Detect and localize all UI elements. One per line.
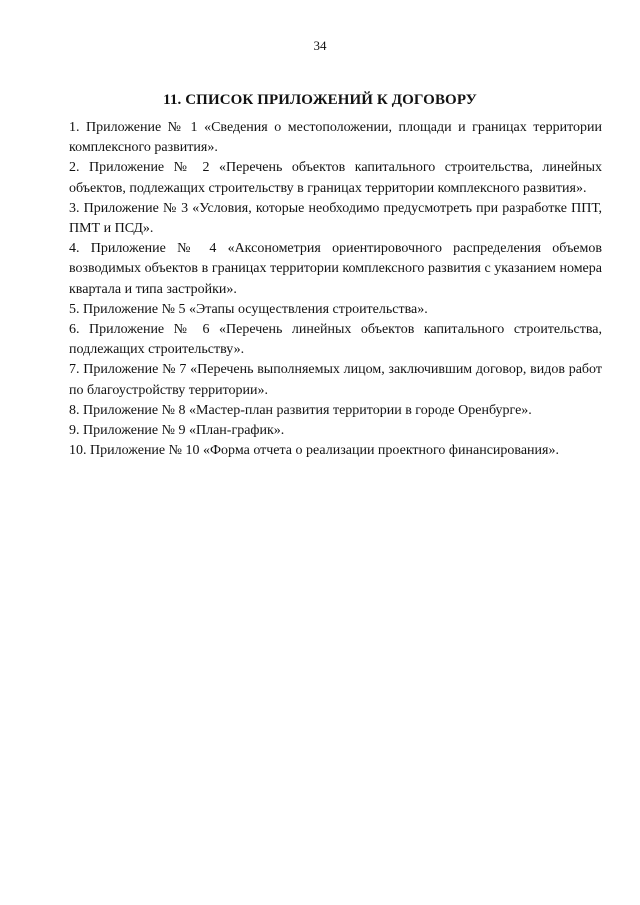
list-item: 2. Приложение № 2 «Перечень объектов капитального строительства, линейных объектов, подлежащих строительству в границах территории комплексного развития». [69,160,602,196]
list-item: 3. Приложение № 3 «Условия, которые необходимо предусмотреть при разработке ППТ, ПМТ и ПСД». [69,200,602,237]
page-number: 34 [313,38,327,53]
list-item: 7. Приложение № 7 «Перечень выполняемых лицом, заключившим договор, видов работ по благоустройству территории». [69,362,602,398]
list-item: 4. Приложение № 4 «Аксонометрия ориентировочного распределения объемов возводимых объектов в границах территории комплексного развития с указанием номера квартала и типа застройки». [69,241,602,297]
section-title: 11. СПИСОК ПРИЛОЖЕНИЙ К ДОГОВОРУ [163,92,477,108]
list-item: 10. Приложение № 10 «Форма отчета о реализации проектного финансирования». [69,443,559,459]
list-item: 5. Приложение № 5 «Этапы осуществления строительства». [69,301,428,317]
list-item: 1. Приложение № 1 «Сведения о местоположении, площади и границах территории комплексного развития». [69,120,602,156]
list-item: 8. Приложение № 8 «Мастер-план развития территории в городе Оренбурге». [69,402,532,418]
list-item: 9. Приложение № 9 «План-график». [69,423,285,439]
appendix-list [69,118,602,461]
list-item: 6. Приложение № 6 «Перечень линейных объектов капитального строительства, подлежащих строительству». [69,322,602,358]
